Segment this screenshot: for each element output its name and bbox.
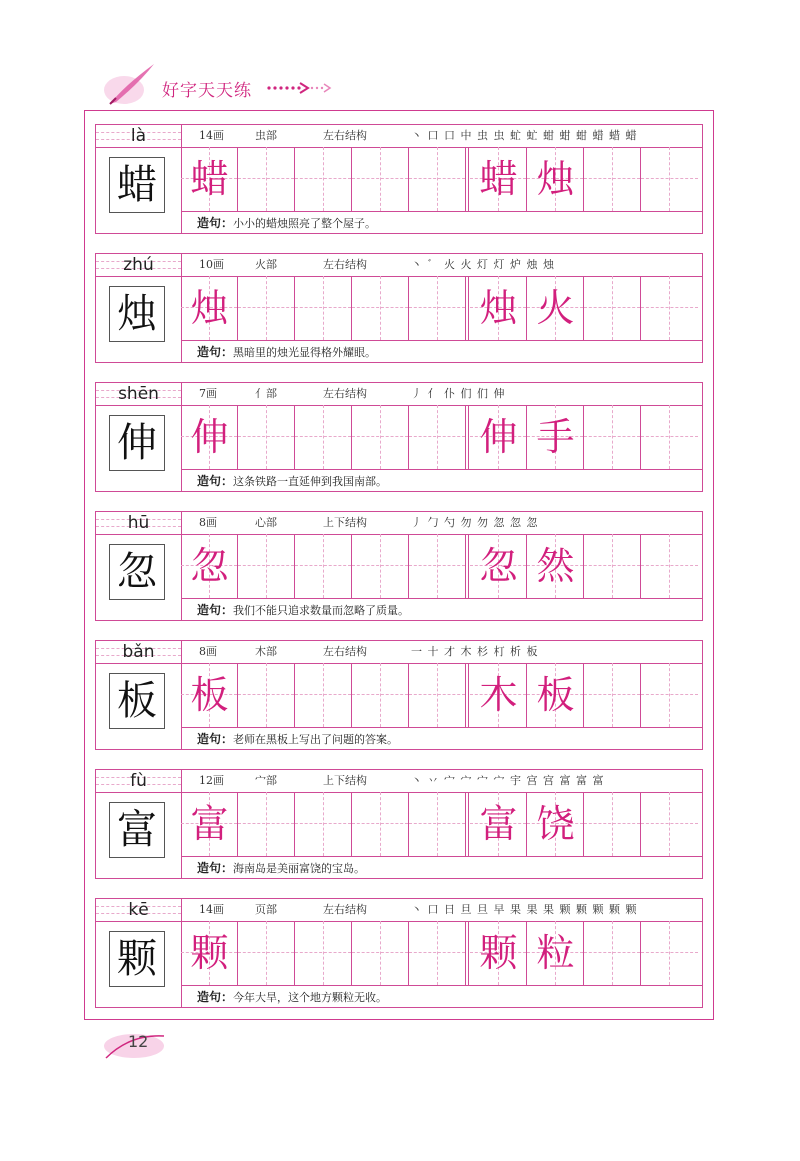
writing-cell[interactable] <box>641 792 698 856</box>
sentence-row <box>181 856 702 878</box>
trace-character: 板 <box>190 673 229 717</box>
writing-cell[interactable] <box>470 534 527 598</box>
stroke-count: 8画 <box>199 645 217 658</box>
character-entry <box>95 769 703 879</box>
writing-cell[interactable] <box>584 921 641 985</box>
character-column <box>96 512 182 620</box>
writing-cell[interactable] <box>641 534 698 598</box>
character-box: 忽 <box>109 544 165 600</box>
writing-cell[interactable] <box>470 405 527 469</box>
writing-cell[interactable] <box>295 276 352 340</box>
writing-cell[interactable] <box>181 405 238 469</box>
character-entry <box>95 253 703 363</box>
writing-cell[interactable] <box>409 921 466 985</box>
structure: 左右结构 <box>323 645 367 658</box>
writing-cell[interactable] <box>295 921 352 985</box>
character-box: 烛 <box>109 286 165 342</box>
character-column <box>96 770 182 878</box>
character-info-row <box>181 770 702 793</box>
writing-cell[interactable] <box>352 663 409 727</box>
structure: 上下结构 <box>323 516 367 529</box>
sentence-label: 造句： <box>197 216 234 230</box>
character-entry <box>95 124 703 234</box>
trace-character: 颗 <box>190 931 229 975</box>
structure: 左右结构 <box>323 903 367 916</box>
sentence-label: 造句： <box>197 861 234 875</box>
page-header <box>100 60 440 110</box>
pinyin-text: là <box>130 126 147 146</box>
word-character: 颗 <box>479 931 518 975</box>
character-column <box>96 125 182 233</box>
writing-cell[interactable] <box>238 276 295 340</box>
writing-cell[interactable] <box>409 792 466 856</box>
writing-cell[interactable] <box>295 792 352 856</box>
stroke-order: 丶 ゛ 火 火 灯 灯 炉 烛 烛 <box>411 258 555 271</box>
sentence-text: 我们不能只追求数量而忽略了质量。 <box>233 604 410 617</box>
writing-cell[interactable] <box>352 405 409 469</box>
writing-cell[interactable] <box>238 147 295 211</box>
writing-cell[interactable] <box>641 147 698 211</box>
word-character: 烛 <box>479 286 518 330</box>
word-character: 富 <box>479 802 518 846</box>
writing-cell[interactable] <box>641 276 698 340</box>
column-separator <box>465 534 469 598</box>
radical: 亻部 <box>255 387 277 400</box>
character-column <box>96 899 182 1007</box>
character-info-row <box>181 125 702 148</box>
writing-cell[interactable] <box>295 147 352 211</box>
trace-character: 忽 <box>190 544 229 588</box>
character-entry <box>95 382 703 492</box>
quill-pen-icon <box>100 60 160 110</box>
writing-cell[interactable] <box>641 663 698 727</box>
column-separator <box>465 147 469 211</box>
writing-cell[interactable] <box>181 276 238 340</box>
sentence-label: 造句： <box>197 474 234 488</box>
character-box: 伸 <box>109 415 165 471</box>
stroke-count: 12画 <box>199 774 224 787</box>
character-box: 富 <box>109 802 165 858</box>
pinyin-text: shēn <box>118 384 159 404</box>
pinyin-box <box>96 770 181 793</box>
character-box: 板 <box>109 673 165 729</box>
character-info-row <box>181 512 702 535</box>
sentence-text: 黑暗里的烛光显得格外耀眼。 <box>233 346 377 359</box>
stroke-order: 丶 口 口 中 虫 虫 虻 虻 蚶 蚶 蚶 蜡 蜡 蜡 <box>411 129 638 142</box>
writing-cell[interactable] <box>527 921 584 985</box>
sentence-text: 海南岛是美丽富饶的宝岛。 <box>233 862 366 875</box>
writing-grid <box>181 405 702 469</box>
column-separator <box>465 921 469 985</box>
writing-cell[interactable] <box>409 405 466 469</box>
character-entry <box>95 898 703 1008</box>
stroke-count: 7画 <box>199 387 217 400</box>
stroke-count: 10画 <box>199 258 224 271</box>
character-column <box>96 383 182 491</box>
character-entry <box>95 511 703 621</box>
word-character: 木 <box>479 673 518 717</box>
writing-cell[interactable] <box>470 921 527 985</box>
writing-cell[interactable] <box>352 534 409 598</box>
word-character: 板 <box>536 673 575 717</box>
character-info-row <box>181 899 702 922</box>
stroke-order: 丿 亻 仆 们 们 伸 <box>411 387 506 400</box>
radical: 木部 <box>255 645 277 658</box>
writing-cell[interactable] <box>470 276 527 340</box>
character-info-row <box>181 641 702 664</box>
page-number-badge <box>100 1028 170 1064</box>
column-separator <box>465 663 469 727</box>
pinyin-box <box>96 641 181 664</box>
radical: 火部 <box>255 258 277 271</box>
writing-cell[interactable] <box>641 405 698 469</box>
trace-character: 富 <box>190 802 229 846</box>
writing-cell[interactable] <box>584 792 641 856</box>
writing-grid <box>181 147 702 211</box>
writing-cell[interactable] <box>527 792 584 856</box>
word-character: 饶 <box>536 802 575 846</box>
sentence-label: 造句： <box>197 345 234 359</box>
sentence-row <box>181 469 702 491</box>
sentence-text: 老师在黑板上写出了问题的答案。 <box>233 733 399 746</box>
word-character: 伸 <box>479 415 518 459</box>
sentence-row <box>181 727 702 749</box>
structure: 左右结构 <box>323 258 367 271</box>
radical: 宀部 <box>255 774 277 787</box>
word-character: 忽 <box>479 544 518 588</box>
pinyin-text: kē <box>128 900 149 920</box>
writing-cell[interactable] <box>181 147 238 211</box>
sentence-text: 小小的蜡烛照亮了整个屋子。 <box>233 217 377 230</box>
word-character: 火 <box>536 286 575 330</box>
radical: 心部 <box>255 516 277 529</box>
writing-cell[interactable] <box>352 921 409 985</box>
radical: 页部 <box>255 903 277 916</box>
writing-cell[interactable] <box>352 276 409 340</box>
writing-cell[interactable] <box>584 276 641 340</box>
sentence-row <box>181 985 702 1007</box>
pinyin-box <box>96 899 181 922</box>
pinyin-box <box>96 383 181 406</box>
writing-cell[interactable] <box>181 921 238 985</box>
trace-character: 伸 <box>190 415 229 459</box>
writing-cell[interactable] <box>527 663 584 727</box>
sentence-label: 造句： <box>197 990 234 1004</box>
stroke-count: 14画 <box>199 903 224 916</box>
character-column <box>96 641 182 749</box>
writing-cell[interactable] <box>470 663 527 727</box>
word-character: 手 <box>536 415 575 459</box>
sentence-row <box>181 211 702 233</box>
writing-cell[interactable] <box>295 405 352 469</box>
writing-cell[interactable] <box>584 147 641 211</box>
writing-cell[interactable] <box>470 147 527 211</box>
character-column <box>96 254 182 362</box>
writing-cell[interactable] <box>238 663 295 727</box>
sentence-label: 造句： <box>197 603 234 617</box>
word-character: 烛 <box>536 157 575 201</box>
pinyin-text: zhú <box>123 255 154 275</box>
writing-cell[interactable] <box>352 147 409 211</box>
stroke-order: 丶 口 日 旦 旦 早 果 果 果 颗 颗 颗 颗 颗 <box>411 903 638 916</box>
writing-cell[interactable] <box>238 921 295 985</box>
stroke-count: 14画 <box>199 129 224 142</box>
sentence-text: 这条铁路一直延伸到我国南部。 <box>233 475 388 488</box>
word-character: 蜡 <box>479 157 518 201</box>
dotted-arrow-icon <box>266 81 336 95</box>
writing-grid <box>181 792 702 856</box>
sentence-label: 造句： <box>197 732 234 746</box>
character-box: 颗 <box>109 931 165 987</box>
word-character: 粒 <box>536 931 575 975</box>
pinyin-box <box>96 125 181 148</box>
writing-cell[interactable] <box>527 405 584 469</box>
radical: 虫部 <box>255 129 277 142</box>
writing-cell[interactable] <box>584 534 641 598</box>
structure: 左右结构 <box>323 387 367 400</box>
pinyin-text: hū <box>127 513 150 533</box>
pinyin-text: bǎn <box>122 642 155 662</box>
stroke-order: 丿 勹 勺 勿 勿 忽 忽 忽 <box>411 516 539 529</box>
writing-cell[interactable] <box>470 792 527 856</box>
pinyin-box <box>96 254 181 277</box>
character-info-row <box>181 383 702 406</box>
writing-cell[interactable] <box>238 405 295 469</box>
sentence-row <box>181 598 702 620</box>
writing-cell[interactable] <box>584 405 641 469</box>
structure: 上下结构 <box>323 774 367 787</box>
stroke-count: 8画 <box>199 516 217 529</box>
writing-cell[interactable] <box>352 792 409 856</box>
writing-cell[interactable] <box>527 276 584 340</box>
writing-cell[interactable] <box>527 534 584 598</box>
writing-cell[interactable] <box>409 147 466 211</box>
writing-cell[interactable] <box>295 663 352 727</box>
writing-grid <box>181 663 702 727</box>
writing-cell[interactable] <box>409 276 466 340</box>
character-info-row <box>181 254 702 277</box>
writing-cell[interactable] <box>181 663 238 727</box>
word-character: 然 <box>536 544 575 588</box>
trace-character: 烛 <box>190 286 229 330</box>
writing-cell[interactable] <box>181 534 238 598</box>
writing-cell[interactable] <box>409 534 466 598</box>
sentence-row <box>181 340 702 362</box>
writing-cell[interactable] <box>409 663 466 727</box>
sentence-text: 今年大旱，这个地方颗粒无收。 <box>233 991 388 1004</box>
writing-cell[interactable] <box>238 792 295 856</box>
stroke-order: 丶 丷 宀 宀 宀 宀 宇 宫 宫 富 富 富 <box>411 774 605 787</box>
writing-cell[interactable] <box>584 663 641 727</box>
column-separator <box>465 792 469 856</box>
writing-grid <box>181 921 702 985</box>
character-box: 蜡 <box>109 157 165 213</box>
writing-grid <box>181 276 702 340</box>
writing-cell[interactable] <box>641 921 698 985</box>
column-separator <box>465 405 469 469</box>
pinyin-box <box>96 512 181 535</box>
writing-cell[interactable] <box>527 147 584 211</box>
page-number: 12 <box>128 1032 149 1051</box>
stroke-order: 一 十 才 木 杉 朾 析 板 <box>411 645 539 658</box>
pinyin-text: fù <box>130 771 147 791</box>
column-separator <box>465 276 469 340</box>
writing-cell[interactable] <box>238 534 295 598</box>
writing-grid <box>181 534 702 598</box>
trace-character: 蜡 <box>190 157 229 201</box>
character-entry <box>95 640 703 750</box>
structure: 左右结构 <box>323 129 367 142</box>
header-title: 好字天天练 <box>162 81 252 101</box>
writing-cell[interactable] <box>181 792 238 856</box>
writing-cell[interactable] <box>295 534 352 598</box>
